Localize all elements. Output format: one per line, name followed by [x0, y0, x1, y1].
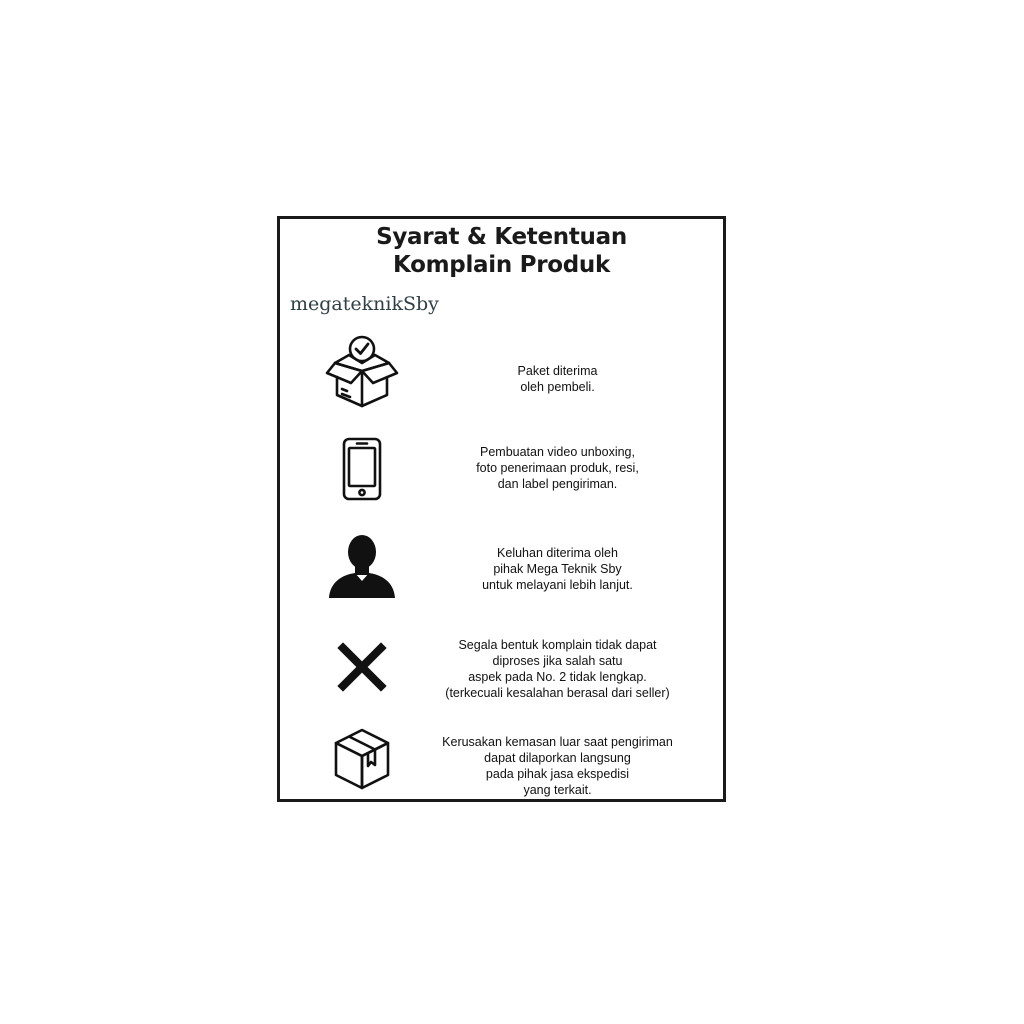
step-2-line-1: Pembuatan video unboxing,	[480, 445, 635, 459]
store-watermark: megateknikSby	[290, 293, 439, 315]
step-3-line-2: pihak Mega Teknik Sby	[493, 562, 622, 576]
cross-mark-icon	[320, 625, 404, 709]
step-4-line-1: Segala bentuk komplain tidak dapat	[458, 638, 657, 652]
step-4-line-4: (terkecuali kesalahan berasal dari seller)	[445, 686, 670, 700]
step-1-line-1: Paket diterima	[517, 364, 598, 378]
step-5-line-4: yang terkait.	[523, 783, 592, 797]
package-received-check-icon	[320, 329, 404, 413]
step-4-line-3: aspek pada No. 2 tidak lengkap.	[468, 670, 647, 684]
step-4-line-2: diproses jika salah satu	[492, 654, 623, 668]
step-4-text	[430, 637, 685, 701]
step-3-text	[430, 545, 685, 593]
step-2-line-2: foto penerimaan produk, resi,	[476, 461, 639, 475]
step-5-line-3: pada pihak jasa ekspedisi	[485, 767, 630, 781]
title-line-2: Komplain Produk	[393, 252, 610, 278]
cardboard-box-icon	[320, 717, 404, 801]
step-5-line-2: dapat dilaporkan langsung	[484, 751, 631, 765]
smartphone-icon	[320, 427, 404, 511]
step-5-text	[430, 734, 685, 798]
step-2-line-3: dan label pengiriman.	[497, 477, 618, 491]
step-5-line-1: Kerusakan kemasan luar saat pengiriman	[442, 735, 673, 749]
page-title	[280, 223, 723, 279]
terms-card	[277, 216, 726, 802]
step-1-line-2: oleh pembeli.	[520, 380, 595, 394]
step-1-text	[430, 363, 685, 395]
step-3-line-3: untuk melayani lebih lanjut.	[482, 578, 633, 592]
title-line-1: Syarat & Ketentuan	[376, 224, 627, 250]
step-2-text	[430, 444, 685, 492]
person-silhouette-icon	[320, 525, 404, 609]
step-3-line-1: Keluhan diterima oleh	[497, 546, 618, 560]
